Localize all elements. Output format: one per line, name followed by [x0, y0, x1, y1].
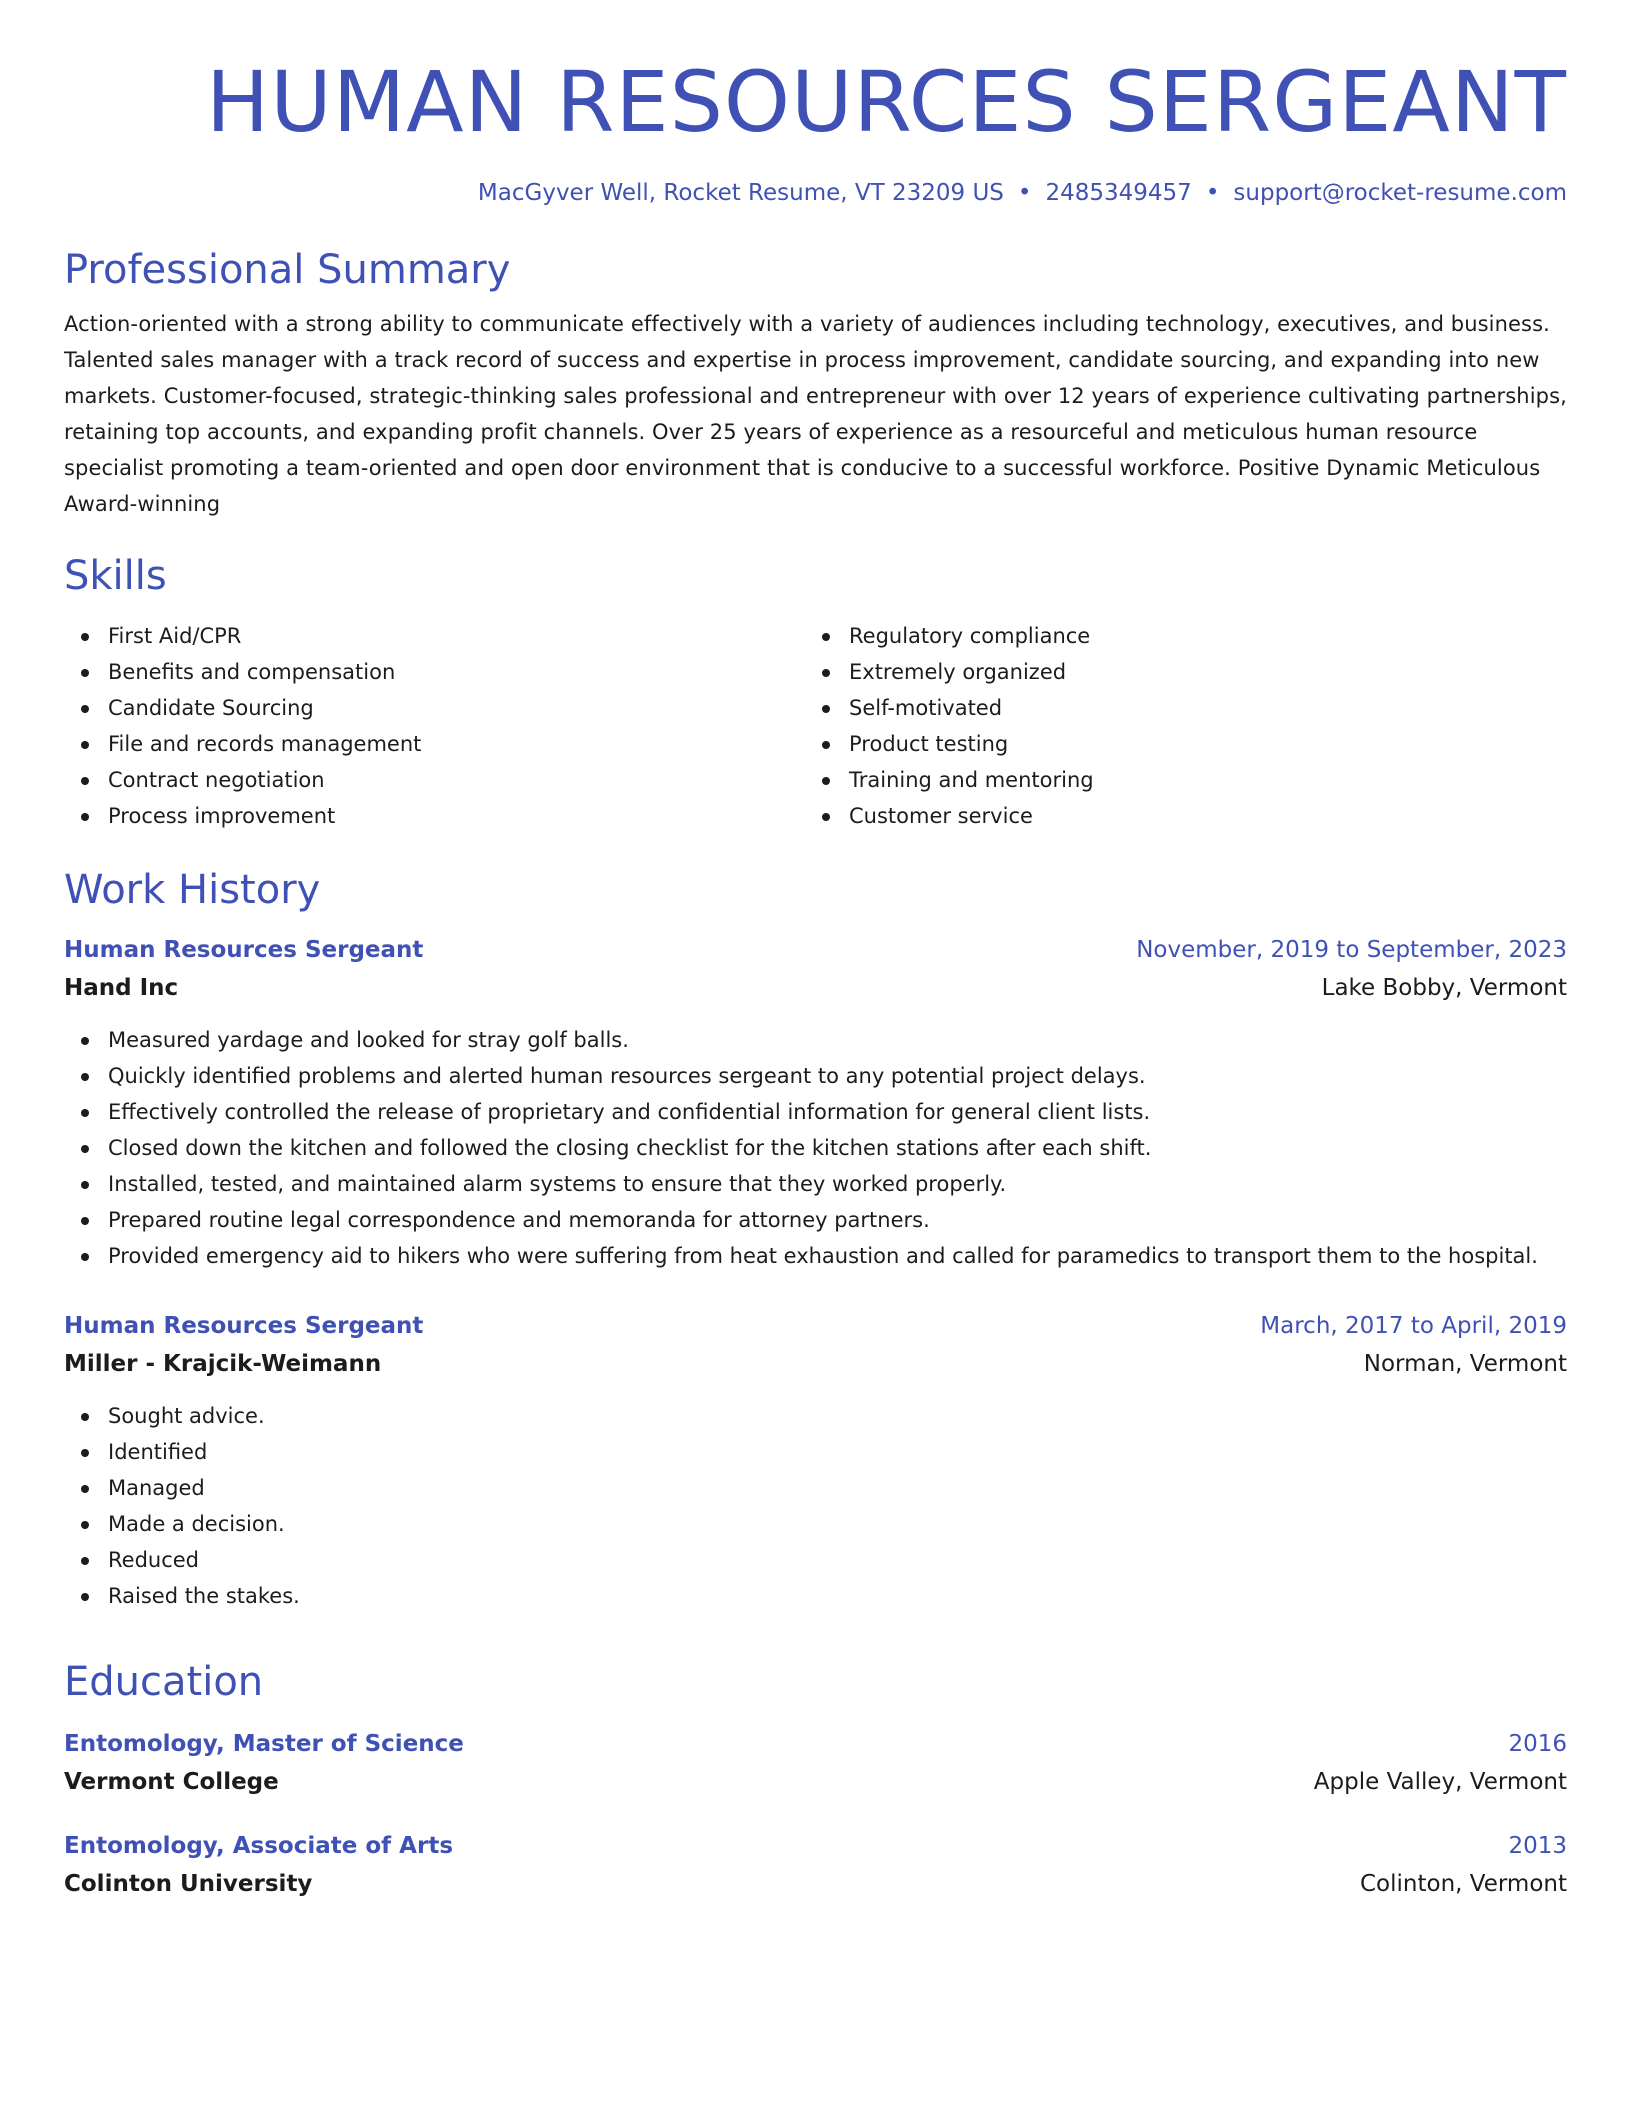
job-org-row — [64, 968, 1567, 1008]
job-title: Human Resources Sergeant — [64, 937, 424, 963]
skill-item: Process improvement — [108, 798, 805, 834]
section-title-education: Education — [64, 1659, 264, 1705]
skill-item: Contract negotiation — [108, 762, 805, 798]
skills-column-left — [64, 618, 805, 834]
section-title-summary: Professional Summary — [64, 247, 511, 293]
resume-header — [64, 52, 1567, 208]
education-header-row — [64, 1828, 1567, 1864]
skill-item: Self-motivated — [849, 690, 1546, 726]
skills-column-right — [805, 618, 1546, 834]
contact-address: MacGyver Well, Rocket Resume, VT 23209 US — [477, 180, 1004, 206]
summary-text: Action-oriented with a strong ability to communicate effectively with a variety of audiences including technology, executives, and business. Talented sales manager with a track record of success and expertise in process improvement, candidate sourcing, and expanding into new markets. Customer-focused, strategic-thinking sales professional and entrepreneur with over 12 years of experience cultivating partnerships, retaining top accounts, and expanding profit channels. Over 25 years of experience as a resourceful and meticulous human resource specialist promoting a team-oriented and open door environment that is conducive to a successful workforce. Positive Dynamic Meticulous Award-winning — [64, 312, 1567, 516]
contact-line — [64, 178, 1567, 208]
job-duty: Sought advice. — [108, 1398, 1567, 1434]
resume-page — [64, 52, 1567, 1904]
job-duty: Provided emergency aid to hikers who were suffering from heat exhaustion and called for paramedics to transport them to the hospital. — [108, 1238, 1567, 1274]
job-dates: November, 2019 to September, 2023 — [1136, 937, 1567, 963]
skill-item: Benefits and compensation — [108, 654, 805, 690]
job-duty: Installed, tested, and maintained alarm systems to ensure that they worked properly. — [108, 1166, 1567, 1202]
education-school-row — [64, 1762, 1567, 1802]
education-degree: Entomology, Associate of Arts — [64, 1833, 454, 1859]
job-duty: Measured yardage and looked for stray golf balls. — [108, 1022, 1567, 1058]
job-duties — [64, 1022, 1567, 1274]
job-duty: Quickly identified problems and alerted human resources sergeant to any potential project delays. — [108, 1058, 1567, 1094]
job-header-row — [64, 1308, 1567, 1344]
contact-email[interactable]: support@rocket-resume.com — [1233, 180, 1567, 206]
job-location: Lake Bobby, Vermont — [1321, 975, 1567, 1001]
contact-phone[interactable]: 2485349457 — [1045, 180, 1192, 206]
candidate-name: HUMAN RESOURCES SERGEANT — [206, 53, 1567, 151]
education-school-row — [64, 1864, 1567, 1904]
skill-item: First Aid/CPR — [108, 618, 805, 654]
job-header-row — [64, 932, 1567, 968]
skill-item: Regulatory compliance — [849, 618, 1546, 654]
job-duty: Closed down the kitchen and followed the closing checklist for the kitchen stations after each shift. — [108, 1130, 1567, 1166]
job-location: Norman, Vermont — [1363, 1351, 1567, 1377]
job-entry — [64, 932, 1567, 1274]
job-dates: March, 2017 to April, 2019 — [1260, 1313, 1567, 1339]
job-duty: Made a decision. — [108, 1506, 1567, 1542]
education-location: Colinton, Vermont — [1360, 1871, 1567, 1897]
skill-item: Product testing — [849, 726, 1546, 762]
education-school: Vermont College — [64, 1769, 279, 1795]
education-year: 2016 — [1508, 1731, 1567, 1757]
education-entry — [64, 1828, 1567, 1904]
job-title: Human Resources Sergeant — [64, 1313, 424, 1339]
education-school: Colinton University — [64, 1871, 313, 1897]
skills-list — [64, 618, 1567, 834]
job-duty: Identified — [108, 1434, 1567, 1470]
skill-item: Training and mentoring — [849, 762, 1546, 798]
job-duty: Effectively controlled the release of proprietary and confidential information for general client lists. — [108, 1094, 1567, 1130]
education-year: 2013 — [1508, 1833, 1567, 1859]
job-org-row — [64, 1344, 1567, 1384]
job-duty: Prepared routine legal correspondence and memoranda for attorney partners. — [108, 1202, 1567, 1238]
skill-item: Candidate Sourcing — [108, 690, 805, 726]
skill-item: File and records management — [108, 726, 805, 762]
job-duties — [64, 1398, 1567, 1614]
job-company: Hand Inc — [64, 975, 179, 1001]
education-header-row — [64, 1726, 1567, 1762]
job-duty: Reduced — [108, 1542, 1567, 1578]
education-entry — [64, 1726, 1567, 1802]
contact-separator: • — [1017, 180, 1032, 206]
education-degree: Entomology, Master of Science — [64, 1731, 464, 1757]
contact-separator: • — [1205, 180, 1220, 206]
skill-item: Extremely organized — [849, 654, 1546, 690]
job-entry — [64, 1308, 1567, 1614]
job-duty: Managed — [108, 1470, 1567, 1506]
job-company: Miller - Krajcik-Weimann — [64, 1351, 382, 1377]
section-title-work-history: Work History — [64, 867, 321, 913]
job-duty: Raised the stakes. — [108, 1578, 1567, 1614]
section-title-skills: Skills — [64, 553, 167, 599]
skill-item: Customer service — [849, 798, 1546, 834]
education-location: Apple Valley, Vermont — [1313, 1769, 1567, 1795]
